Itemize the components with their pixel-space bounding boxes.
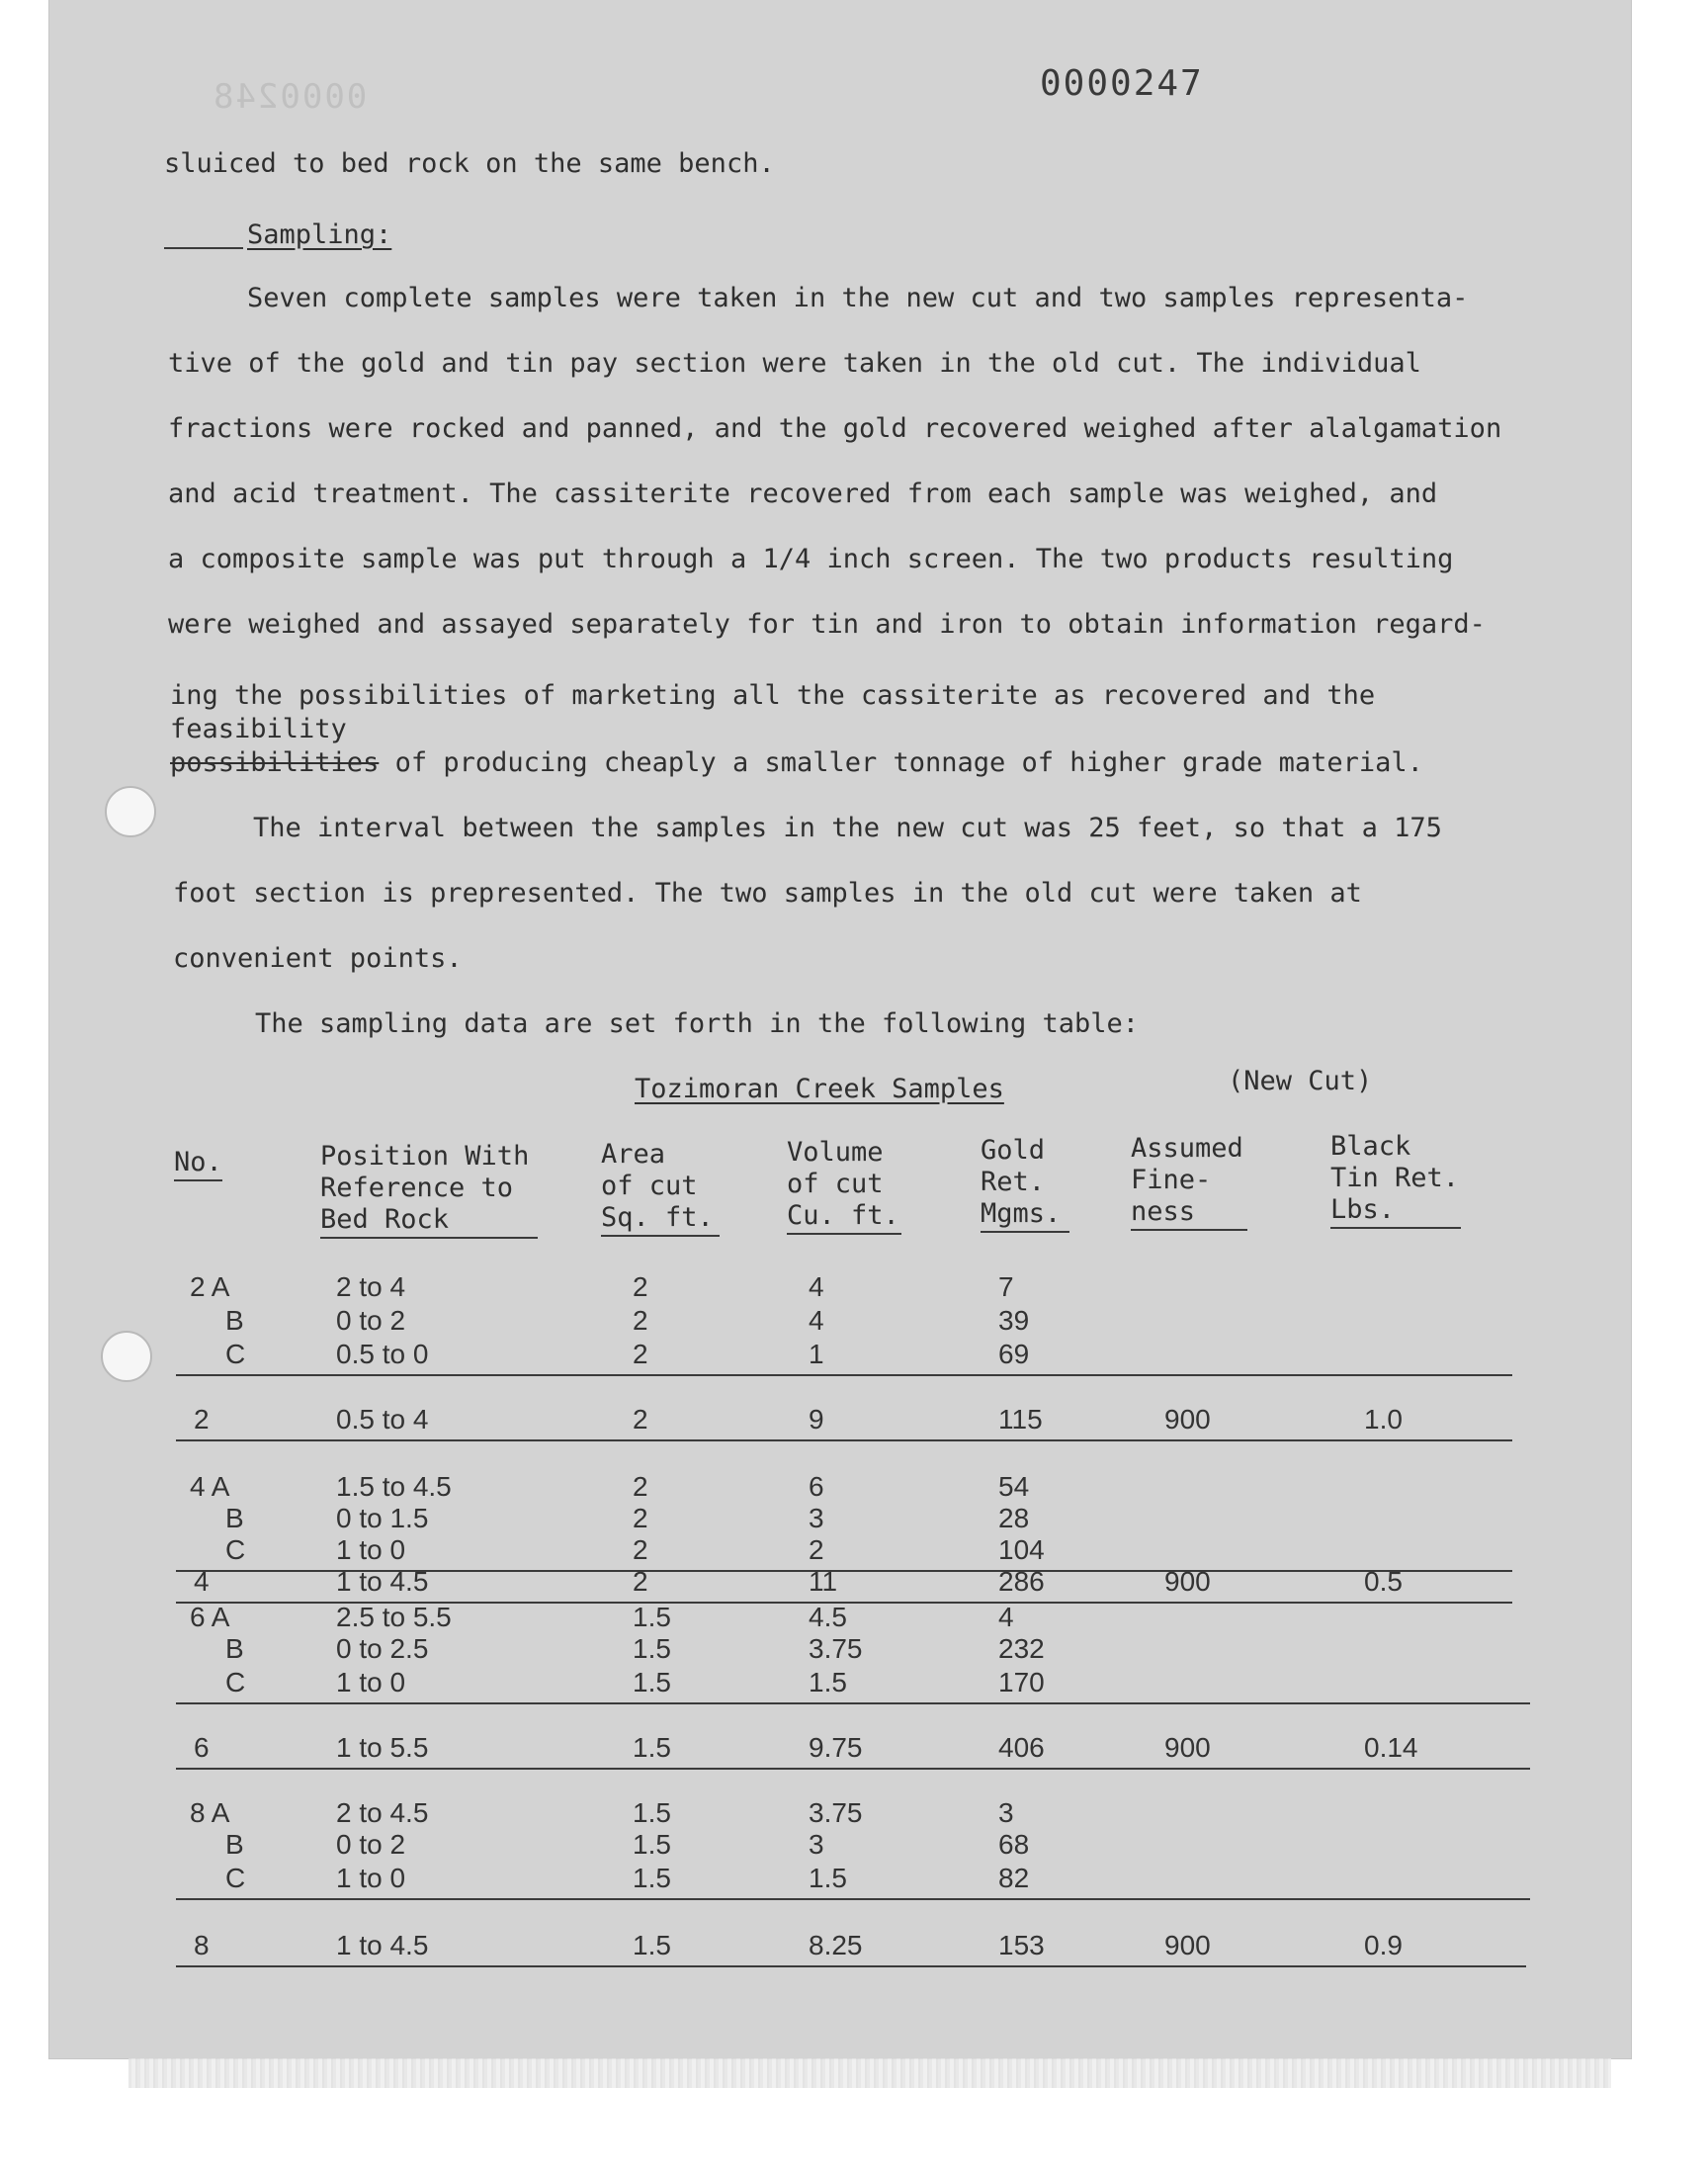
cell-tin: 0.9 [1364,1930,1403,1960]
header-line: Sq. ft. [601,1202,720,1237]
header-no-line: No. [174,1147,222,1181]
cell-volume: 9 [809,1404,824,1435]
struck-word: possibilities [170,747,380,778]
header-line: Ret. [981,1167,1046,1197]
cell-area: 1.5 [633,1930,671,1960]
cell-volume: 6 [809,1471,824,1502]
header-no [174,1147,222,1181]
final-line-text: of producing cheaply a smaller tonnage of higher grade material. [379,747,1423,778]
cell-area: 2 [633,1471,648,1502]
cell-gold: 115 [998,1404,1043,1435]
header-tin [1330,1131,1469,1229]
header-line: Position With [320,1141,530,1172]
cell-area: 1.5 [633,1797,671,1828]
insert-word: feasibility [170,714,347,744]
document-number: 0000247 [1040,63,1204,104]
para3-line: The sampling data are set forth in the following table: [255,1008,1140,1039]
cell-area: 1.5 [633,1829,671,1860]
para2-line: foot section is prepresented. The two samples in the old cut were taken at [173,878,1362,909]
table-rule [176,1965,1526,1967]
header-line: Gold [981,1135,1046,1166]
cell-gold: 7 [998,1271,1014,1302]
cell-no: C [225,1863,246,1893]
table-title: Tozimoran Creek Samples [635,1074,1004,1104]
cell-area: 2 [633,1305,648,1336]
cell-no: 2 A [190,1271,230,1302]
cell-fineness: 900 [1164,1404,1211,1435]
header-line: Area [601,1139,666,1170]
heading-rule [164,247,243,249]
cell-position: 0 to 2 [336,1829,406,1860]
punch-hole [105,786,156,837]
cell-fineness: 900 [1164,1566,1211,1597]
cell-gold: 3 [998,1797,1014,1828]
table-rule [176,1374,1512,1376]
cell-position: 0.5 to 4 [336,1404,429,1435]
cell-gold: 28 [998,1503,1030,1533]
cell-no: 2 [194,1404,210,1435]
para1-line: fractions were rocked and panned, and the gold recovered weighed after alalgamation [168,413,1502,444]
cell-gold: 406 [998,1732,1045,1763]
table-note: (New Cut) [1228,1066,1373,1096]
cell-volume: 3 [809,1829,824,1860]
cell-position: 1 to 0 [336,1534,406,1565]
cell-area: 2 [633,1271,648,1302]
cell-gold: 170 [998,1667,1045,1697]
header-line: Volume [787,1137,884,1168]
para1-line: Seven complete samples were taken in the new cut and two samples representa- [247,283,1469,313]
scan-edge [128,2058,1611,2088]
para1-line: and acid treatment. The cassiterite recovered from each sample was weighed, and [168,478,1438,509]
cell-volume: 1.5 [809,1863,847,1893]
cell-area: 2 [633,1534,648,1565]
cell-gold: 153 [998,1930,1045,1960]
cell-volume: 4.5 [809,1602,847,1632]
para2-line: convenient points. [173,943,463,974]
cell-area: 2 [633,1566,648,1597]
cell-tin: 1.0 [1364,1404,1403,1435]
header-line: of cut [601,1171,698,1201]
final-line [170,747,1423,778]
cell-area: 2 [633,1339,648,1369]
para1-line: were weighed and assayed separately for tin and iron to obtain information regard- [168,609,1486,640]
para2-line: The interval between the samples in the new cut was 25 feet, so that a 175 [253,813,1442,843]
cell-no: B [225,1305,244,1336]
para1-line: ing the possibilities of marketing all the cassiterite as recovered and the [170,680,1376,711]
header-area [601,1139,724,1237]
cell-position: 1 to 4.5 [336,1930,429,1960]
cell-position: 0 to 2.5 [336,1633,429,1664]
cell-area: 2 [633,1503,648,1533]
cell-area: 1.5 [633,1602,671,1632]
punch-hole [101,1331,152,1382]
cell-volume: 1 [809,1339,824,1369]
header-line: Cu. ft. [787,1200,901,1235]
table-rule [176,1898,1530,1900]
cell-gold: 54 [998,1471,1030,1502]
cell-tin: 0.5 [1364,1566,1403,1597]
cell-position: 1 to 0 [336,1863,406,1893]
cell-area: 1.5 [633,1863,671,1893]
cell-volume: 4 [809,1305,824,1336]
cell-no: C [225,1339,246,1369]
cell-volume: 3.75 [809,1797,863,1828]
cell-volume: 2 [809,1534,824,1565]
cell-volume: 9.75 [809,1732,863,1763]
cell-gold: 68 [998,1829,1030,1860]
intro-line: sluiced to bed rock on the same bench. [164,148,775,179]
cell-volume: 8.25 [809,1930,863,1960]
cell-volume: 1.5 [809,1667,847,1697]
table-rule [176,1702,1530,1704]
header-position [320,1141,542,1239]
cell-no: 6 A [190,1602,230,1632]
cell-no: 8 [194,1930,210,1960]
header-line: Black [1330,1131,1411,1162]
table-rule [176,1439,1512,1441]
header-line: of cut [787,1169,884,1199]
cell-no: C [225,1534,246,1565]
cell-gold: 104 [998,1534,1045,1565]
cell-no: 6 [194,1732,210,1763]
cell-gold: 69 [998,1339,1030,1369]
cell-tin: 0.14 [1364,1732,1418,1763]
cell-volume: 11 [809,1566,838,1597]
cell-position: 0 to 2 [336,1305,406,1336]
header-gold [981,1135,1079,1233]
header-volume [787,1137,905,1235]
cell-position: 2 to 4.5 [336,1797,429,1828]
cell-gold: 232 [998,1633,1045,1664]
cell-no: B [225,1503,244,1533]
header-line: Lbs. [1330,1194,1461,1229]
header-line: Mgms. [981,1198,1069,1233]
cell-area: 1.5 [633,1732,671,1763]
para1-line: a composite sample was put through a 1/4 inch screen. The two products resulting [168,544,1454,574]
cell-no: 4 [194,1566,210,1597]
header-fineness [1131,1133,1249,1231]
header-line: Assumed [1131,1133,1243,1164]
header-line: Tin Ret. [1330,1163,1460,1193]
cell-no: 4 A [190,1471,230,1502]
cell-gold: 4 [998,1602,1014,1632]
cell-volume: 4 [809,1271,824,1302]
cell-position: 2.5 to 5.5 [336,1602,452,1632]
cell-no: C [225,1667,246,1697]
cell-position: 2 to 4 [336,1271,406,1302]
table-rule [176,1768,1530,1770]
cell-position: 1 to 5.5 [336,1732,429,1763]
header-line: Reference to [320,1173,514,1203]
cell-volume: 3.75 [809,1633,863,1664]
cell-position: 0 to 1.5 [336,1503,429,1533]
cell-position: 0.5 to 0 [336,1339,429,1369]
cell-gold: 82 [998,1863,1030,1893]
header-line: Bed Rock [320,1204,538,1239]
cell-fineness: 900 [1164,1930,1211,1960]
cell-area: 2 [633,1404,648,1435]
cell-gold: 286 [998,1566,1045,1597]
cell-area: 1.5 [633,1667,671,1697]
cell-position: 1 to 4.5 [336,1566,429,1597]
cell-position: 1 to 0 [336,1667,406,1697]
cell-fineness: 900 [1164,1732,1211,1763]
cell-area: 1.5 [633,1633,671,1664]
cell-no: B [225,1633,244,1664]
para1-line: tive of the gold and tin pay section were taken in the old cut. The individual [168,348,1421,379]
cell-no: 8 A [190,1797,230,1828]
ghost-number: 0000248 [212,77,368,117]
header-line: ness [1131,1196,1247,1231]
section-heading: Sampling: [247,219,392,250]
cell-volume: 3 [809,1503,824,1533]
cell-position: 1.5 to 4.5 [336,1471,452,1502]
cell-no: B [225,1829,244,1860]
header-line: Fine- [1131,1165,1212,1195]
cell-gold: 39 [998,1305,1030,1336]
